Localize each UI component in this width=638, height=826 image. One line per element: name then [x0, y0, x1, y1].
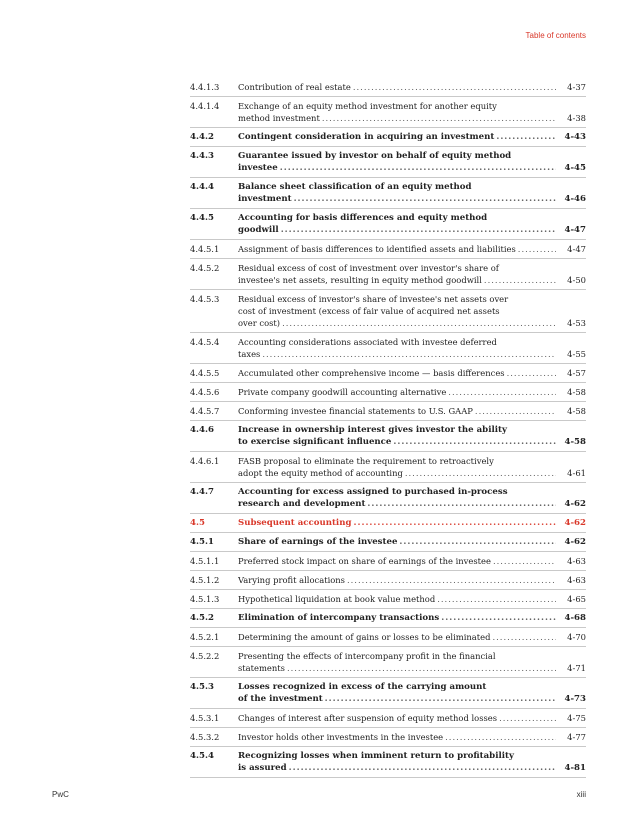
toc-entry-page: 4-47	[567, 244, 586, 254]
toc-entry-page: 4-65	[567, 594, 586, 604]
toc-entry-number: 4.4.3	[190, 151, 214, 161]
toc-entry[interactable]	[190, 259, 586, 290]
toc-entry-title: method investment	[238, 113, 320, 123]
toc-entry-number: 4.4.5.7	[190, 406, 220, 416]
toc-entry[interactable]	[190, 571, 586, 590]
dot-leader	[353, 517, 556, 529]
toc-entry-number: 4.5.1.2	[190, 575, 220, 585]
toc-entry-page: 4-73	[564, 694, 586, 704]
toc-entry-title: over cost)	[238, 318, 281, 328]
toc-entry-title: investee's net assets, resulting in equity method goodwill	[238, 275, 482, 285]
toc-entry-title: Accounting considerations associated with investee deferred	[238, 337, 497, 347]
dot-leader	[287, 662, 556, 674]
toc-entry-number: 4.4.6.1	[190, 456, 220, 466]
toc-entry[interactable]	[190, 533, 586, 552]
toc-entry-number: 4.4.5.4	[190, 337, 220, 347]
dot-leader	[262, 348, 556, 360]
toc-entry-number: 4.4.6	[190, 425, 214, 435]
toc-entry-title: statements	[238, 663, 285, 673]
toc-entry-title: Exchange of an equity method investment for another equity	[238, 101, 497, 111]
toc-entry-title: Accounting for excess assigned to purchased in-process	[238, 487, 508, 497]
toc-entry-number: 4.4.1.4	[190, 101, 220, 111]
toc-entry-title: Recognizing losses when imminent return to profitability	[238, 751, 514, 761]
toc-entry-page: 4-58	[567, 387, 586, 397]
toc-entry-title: adopt the equity method of accounting	[238, 468, 403, 478]
toc-entry-title: Accumulated other comprehensive income — basis differences	[238, 368, 505, 378]
toc-entry-title: FASB proposal to eliminate the requirement to retroactively	[238, 456, 494, 466]
toc-entry-title: Accounting for basis differences and equity method	[238, 213, 488, 223]
toc-entry-title: Contingent consideration in acquiring an investment	[238, 132, 495, 142]
toc-entry-number: 4.5.3.2	[190, 732, 220, 742]
toc-entry[interactable]	[190, 290, 586, 333]
toc-entry-title: Private company goodwill accounting alternative	[238, 387, 447, 397]
toc-entry-title: Determining the amount of gains or losses to be eliminated	[238, 632, 491, 642]
toc-entry-title: Conforming investee financial statements to U.S. GAAP	[238, 406, 473, 416]
toc-entry-title: Increase in ownership interest gives investor the ability	[238, 425, 507, 435]
toc-entry-number: 4.4.2	[190, 132, 214, 142]
toc-entry-number: 4.4.4	[190, 182, 214, 192]
dot-leader	[445, 731, 556, 743]
toc-entry-page: 4-75	[567, 713, 586, 723]
dot-leader	[393, 436, 556, 448]
toc-entry-title: goodwill	[238, 225, 279, 235]
dot-leader	[507, 367, 556, 379]
toc-entry-page: 4-57	[567, 368, 586, 378]
toc-entry-page: 4-70	[567, 632, 586, 642]
dot-leader	[289, 762, 556, 774]
dot-leader	[294, 193, 556, 205]
toc-entry-page: 4-63	[567, 575, 586, 585]
dot-leader	[347, 574, 556, 586]
toc-entry-title: Assignment of basis differences to identified assets and liabilities	[238, 244, 516, 254]
dot-leader	[399, 536, 556, 548]
toc-entry-title: Varying profit allocations	[238, 575, 345, 585]
toc-entry-number: 4.4.5.3	[190, 294, 220, 304]
dot-leader	[448, 386, 556, 398]
toc-entry-title: investment	[238, 194, 292, 204]
toc-entry[interactable]	[190, 147, 586, 178]
toc-entry-number: 4.4.1.3	[190, 82, 220, 92]
dot-leader	[367, 498, 556, 510]
toc-entry-title: Investor holds other investments in the investee	[238, 732, 444, 742]
toc-entry-title: to exercise significant influence	[238, 437, 392, 447]
toc-entry[interactable]	[190, 128, 586, 147]
toc-entry-number: 4.4.5.5	[190, 368, 220, 378]
toc-entry-title: cost of investment (excess of fair value of acquired net assets	[238, 306, 500, 316]
toc-entry-number: 4.4.5.2	[190, 263, 220, 273]
dot-leader	[441, 612, 556, 624]
toc-entry-number: 4.5.3.1	[190, 713, 220, 723]
toc-entry-page: 4-68	[564, 613, 586, 623]
toc-entry-page: 4-45	[564, 163, 586, 173]
dot-leader	[499, 712, 556, 724]
toc-entry[interactable]	[190, 452, 586, 483]
toc-entry[interactable]	[190, 590, 586, 609]
toc-entry-number: 4.4.7	[190, 487, 214, 497]
toc-entry[interactable]	[190, 421, 586, 452]
toc-entry[interactable]	[190, 647, 586, 678]
toc-entry-number: 4.4.5	[190, 213, 214, 223]
toc-entry-page: 4-37	[567, 82, 586, 92]
toc-entry[interactable]	[190, 678, 586, 709]
toc-entry-number: 4.5.2.1	[190, 632, 220, 642]
toc-entry-title: investee	[238, 163, 278, 173]
toc-entry[interactable]	[190, 97, 586, 128]
toc-entry[interactable]	[190, 747, 586, 778]
toc-entry-title: Losses recognized in excess of the carrying amount	[238, 682, 487, 692]
toc-entry[interactable]	[190, 383, 586, 402]
dot-leader	[437, 593, 556, 605]
toc-entry-number: 4.4.5.1	[190, 244, 220, 254]
toc-entry[interactable]	[190, 240, 586, 259]
dot-leader	[281, 224, 556, 236]
toc-entry[interactable]	[190, 364, 586, 383]
toc-entry-page: 4-47	[564, 225, 586, 235]
toc-entry-page: 4-61	[567, 468, 586, 478]
toc-entry-number: 4.5.3	[190, 682, 214, 692]
dot-leader	[493, 555, 556, 567]
toc-entry-page: 4-77	[567, 732, 586, 742]
toc-entry[interactable]	[190, 728, 586, 747]
footer-brand: PwC	[52, 790, 69, 799]
toc-entry-page: 4-50	[567, 275, 586, 285]
toc-entry-page: 4-63	[567, 556, 586, 566]
toc-entry[interactable]	[190, 178, 586, 209]
toc-entry-title: is assured	[238, 763, 287, 773]
toc-entry-title: Guarantee issued by investor on behalf of equity method	[238, 151, 512, 161]
toc-entry-title: Preferred stock impact on share of earnings of the investee	[238, 556, 491, 566]
toc-entry-title: Elimination of intercompany transactions	[238, 613, 440, 623]
dot-leader	[282, 317, 556, 329]
toc-entry[interactable]	[190, 552, 586, 571]
toc-entry[interactable]	[190, 209, 586, 240]
dot-leader	[353, 81, 556, 93]
toc-entry-page: 4-55	[567, 349, 586, 359]
toc-entry-number: 4.5.1	[190, 537, 214, 547]
table-of-contents-link[interactable]: Table of contents	[525, 31, 586, 40]
dot-leader	[280, 162, 556, 174]
toc-entry-page: 4-58	[564, 437, 586, 447]
toc-entry[interactable]	[190, 78, 586, 97]
dot-leader	[484, 274, 556, 286]
toc-entry-page: 4-71	[567, 663, 586, 673]
toc-entry-title: Residual excess of cost of investment over investor's share of	[238, 263, 499, 273]
dot-leader	[492, 631, 556, 643]
toc-entry-title: Hypothetical liquidation at book value method	[238, 594, 436, 604]
toc-entry-number: 4.5.4	[190, 751, 214, 761]
toc-entry-title: of the investment	[238, 694, 323, 704]
toc-entry-page: 4-62	[564, 518, 586, 528]
dot-leader	[518, 243, 556, 255]
toc-entry[interactable]	[190, 709, 586, 728]
toc-list	[190, 78, 586, 778]
toc-entry-number: 4.4.5.6	[190, 387, 220, 397]
dot-leader	[496, 131, 556, 143]
toc-entry-page: 4-53	[567, 318, 586, 328]
toc-entry-title: Share of earnings of the investee	[238, 537, 398, 547]
toc-entry-number: 4.5.1.1	[190, 556, 220, 566]
toc-entry[interactable]	[190, 483, 586, 514]
toc-entry-page: 4-62	[564, 499, 586, 509]
toc-entry-page: 4-81	[564, 763, 586, 773]
toc-entry-title: Residual excess of investor's share of investee's net assets over	[238, 294, 509, 304]
toc-entry[interactable]	[190, 402, 586, 421]
toc-entry[interactable]	[190, 333, 586, 364]
toc-entry-page: 4-46	[564, 194, 586, 204]
dot-leader	[322, 112, 556, 124]
dot-leader	[405, 467, 556, 479]
toc-entry-page: 4-62	[564, 537, 586, 547]
toc-entry-number: 4.5.2	[190, 613, 214, 623]
toc-entry[interactable]	[190, 514, 586, 533]
toc-entry-title: Presenting the effects of intercompany profit in the financial	[238, 651, 496, 661]
page-number: xiii	[576, 790, 586, 799]
toc-entry[interactable]	[190, 609, 586, 628]
toc-entry-title: Balance sheet classification of an equity method	[238, 182, 472, 192]
toc-entry-page: 4-38	[567, 113, 586, 123]
toc-entry-title: Changes of interest after suspension of equity method losses	[238, 713, 498, 723]
toc-entry-number: 4.5.1.3	[190, 594, 220, 604]
toc-entry-title: Contribution of real estate	[238, 82, 351, 92]
toc-entry-page: 4-43	[564, 132, 586, 142]
toc-entry-number: 4.5.2.2	[190, 651, 220, 661]
toc-entry-title: Subsequent accounting	[238, 518, 352, 528]
toc-entry[interactable]	[190, 628, 586, 647]
toc-entry-page: 4-58	[567, 406, 586, 416]
dot-leader	[325, 693, 556, 705]
toc-entry-number: 4.5	[190, 518, 205, 528]
toc-entry-title: taxes	[238, 349, 261, 359]
dot-leader	[475, 405, 556, 417]
toc-entry-title: research and development	[238, 499, 366, 509]
